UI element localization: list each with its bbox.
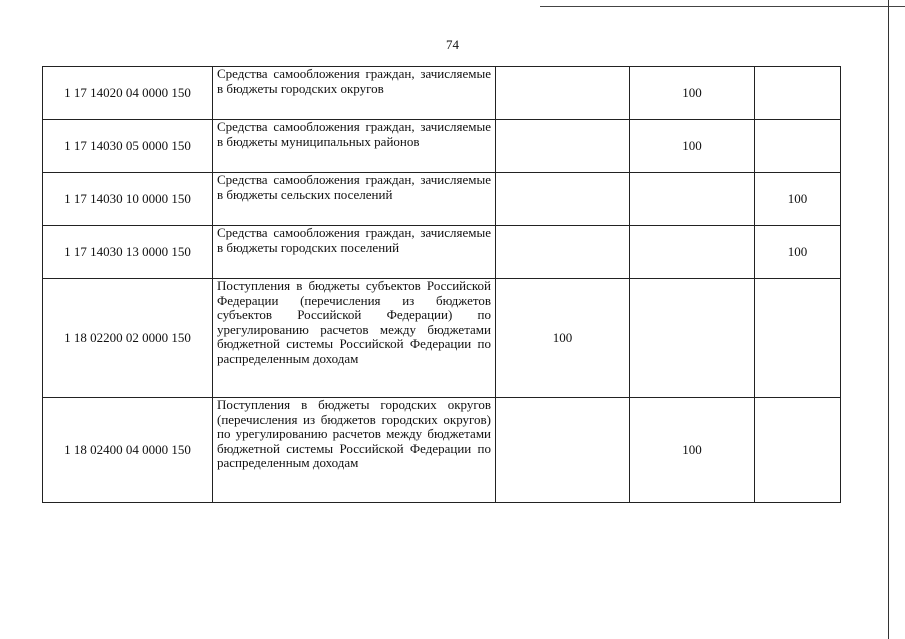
row-value-b: 100 [630,120,755,173]
row-value-a: 100 [496,279,630,398]
row-name: Средства самообложения граждан, зачисляемые в бюджеты муниципальных районов [213,120,496,173]
row-value-c [755,398,841,503]
row-value-b [630,173,755,226]
table-row [43,67,841,120]
table-row [43,279,841,398]
scan-edge-right [888,0,889,639]
row-code: 1 17 14020 04 0000 150 [43,67,213,120]
table-row [43,226,841,279]
row-name: Средства самообложения граждан, зачисляемые в бюджеты сельских поселений [213,173,496,226]
budget-classification-table [42,66,841,503]
scan-edge-top [540,6,905,7]
row-value-a [496,67,630,120]
row-value-a [496,173,630,226]
row-value-b [630,279,755,398]
row-value-b [630,226,755,279]
row-name: Поступления в бюджеты городских округов (перечисления из бюджетов городских округов) по урегулированию расчетов между бюджетами бюджетной системы Российской Федерации по распределенным доходам [213,398,496,503]
row-value-c: 100 [755,226,841,279]
row-value-b: 100 [630,67,755,120]
row-code: 1 17 14030 13 0000 150 [43,226,213,279]
row-code: 1 17 14030 10 0000 150 [43,173,213,226]
row-name: Средства самообложения граждан, зачисляемые в бюджеты городских поселений [213,226,496,279]
row-code: 1 18 02200 02 0000 150 [43,279,213,398]
row-value-a [496,398,630,503]
page-number: 74 [446,37,459,52]
row-name: Средства самообложения граждан, зачисляемые в бюджеты городских округов [213,67,496,120]
row-value-a [496,226,630,279]
row-value-b: 100 [630,398,755,503]
row-value-c [755,67,841,120]
table-row [43,120,841,173]
row-value-c: 100 [755,173,841,226]
table-row [43,173,841,226]
row-name: Поступления в бюджеты субъектов Российской Федерации (перечисления из бюджетов субъектов Российской Федерации) по урегулированию расчетов между бюджетами бюджетной системы Российской Федерации по распределенным доходам [213,279,496,398]
row-value-a [496,120,630,173]
row-code: 1 17 14030 05 0000 150 [43,120,213,173]
row-value-c [755,279,841,398]
table-row [43,398,841,503]
row-value-c [755,120,841,173]
row-code: 1 18 02400 04 0000 150 [43,398,213,503]
